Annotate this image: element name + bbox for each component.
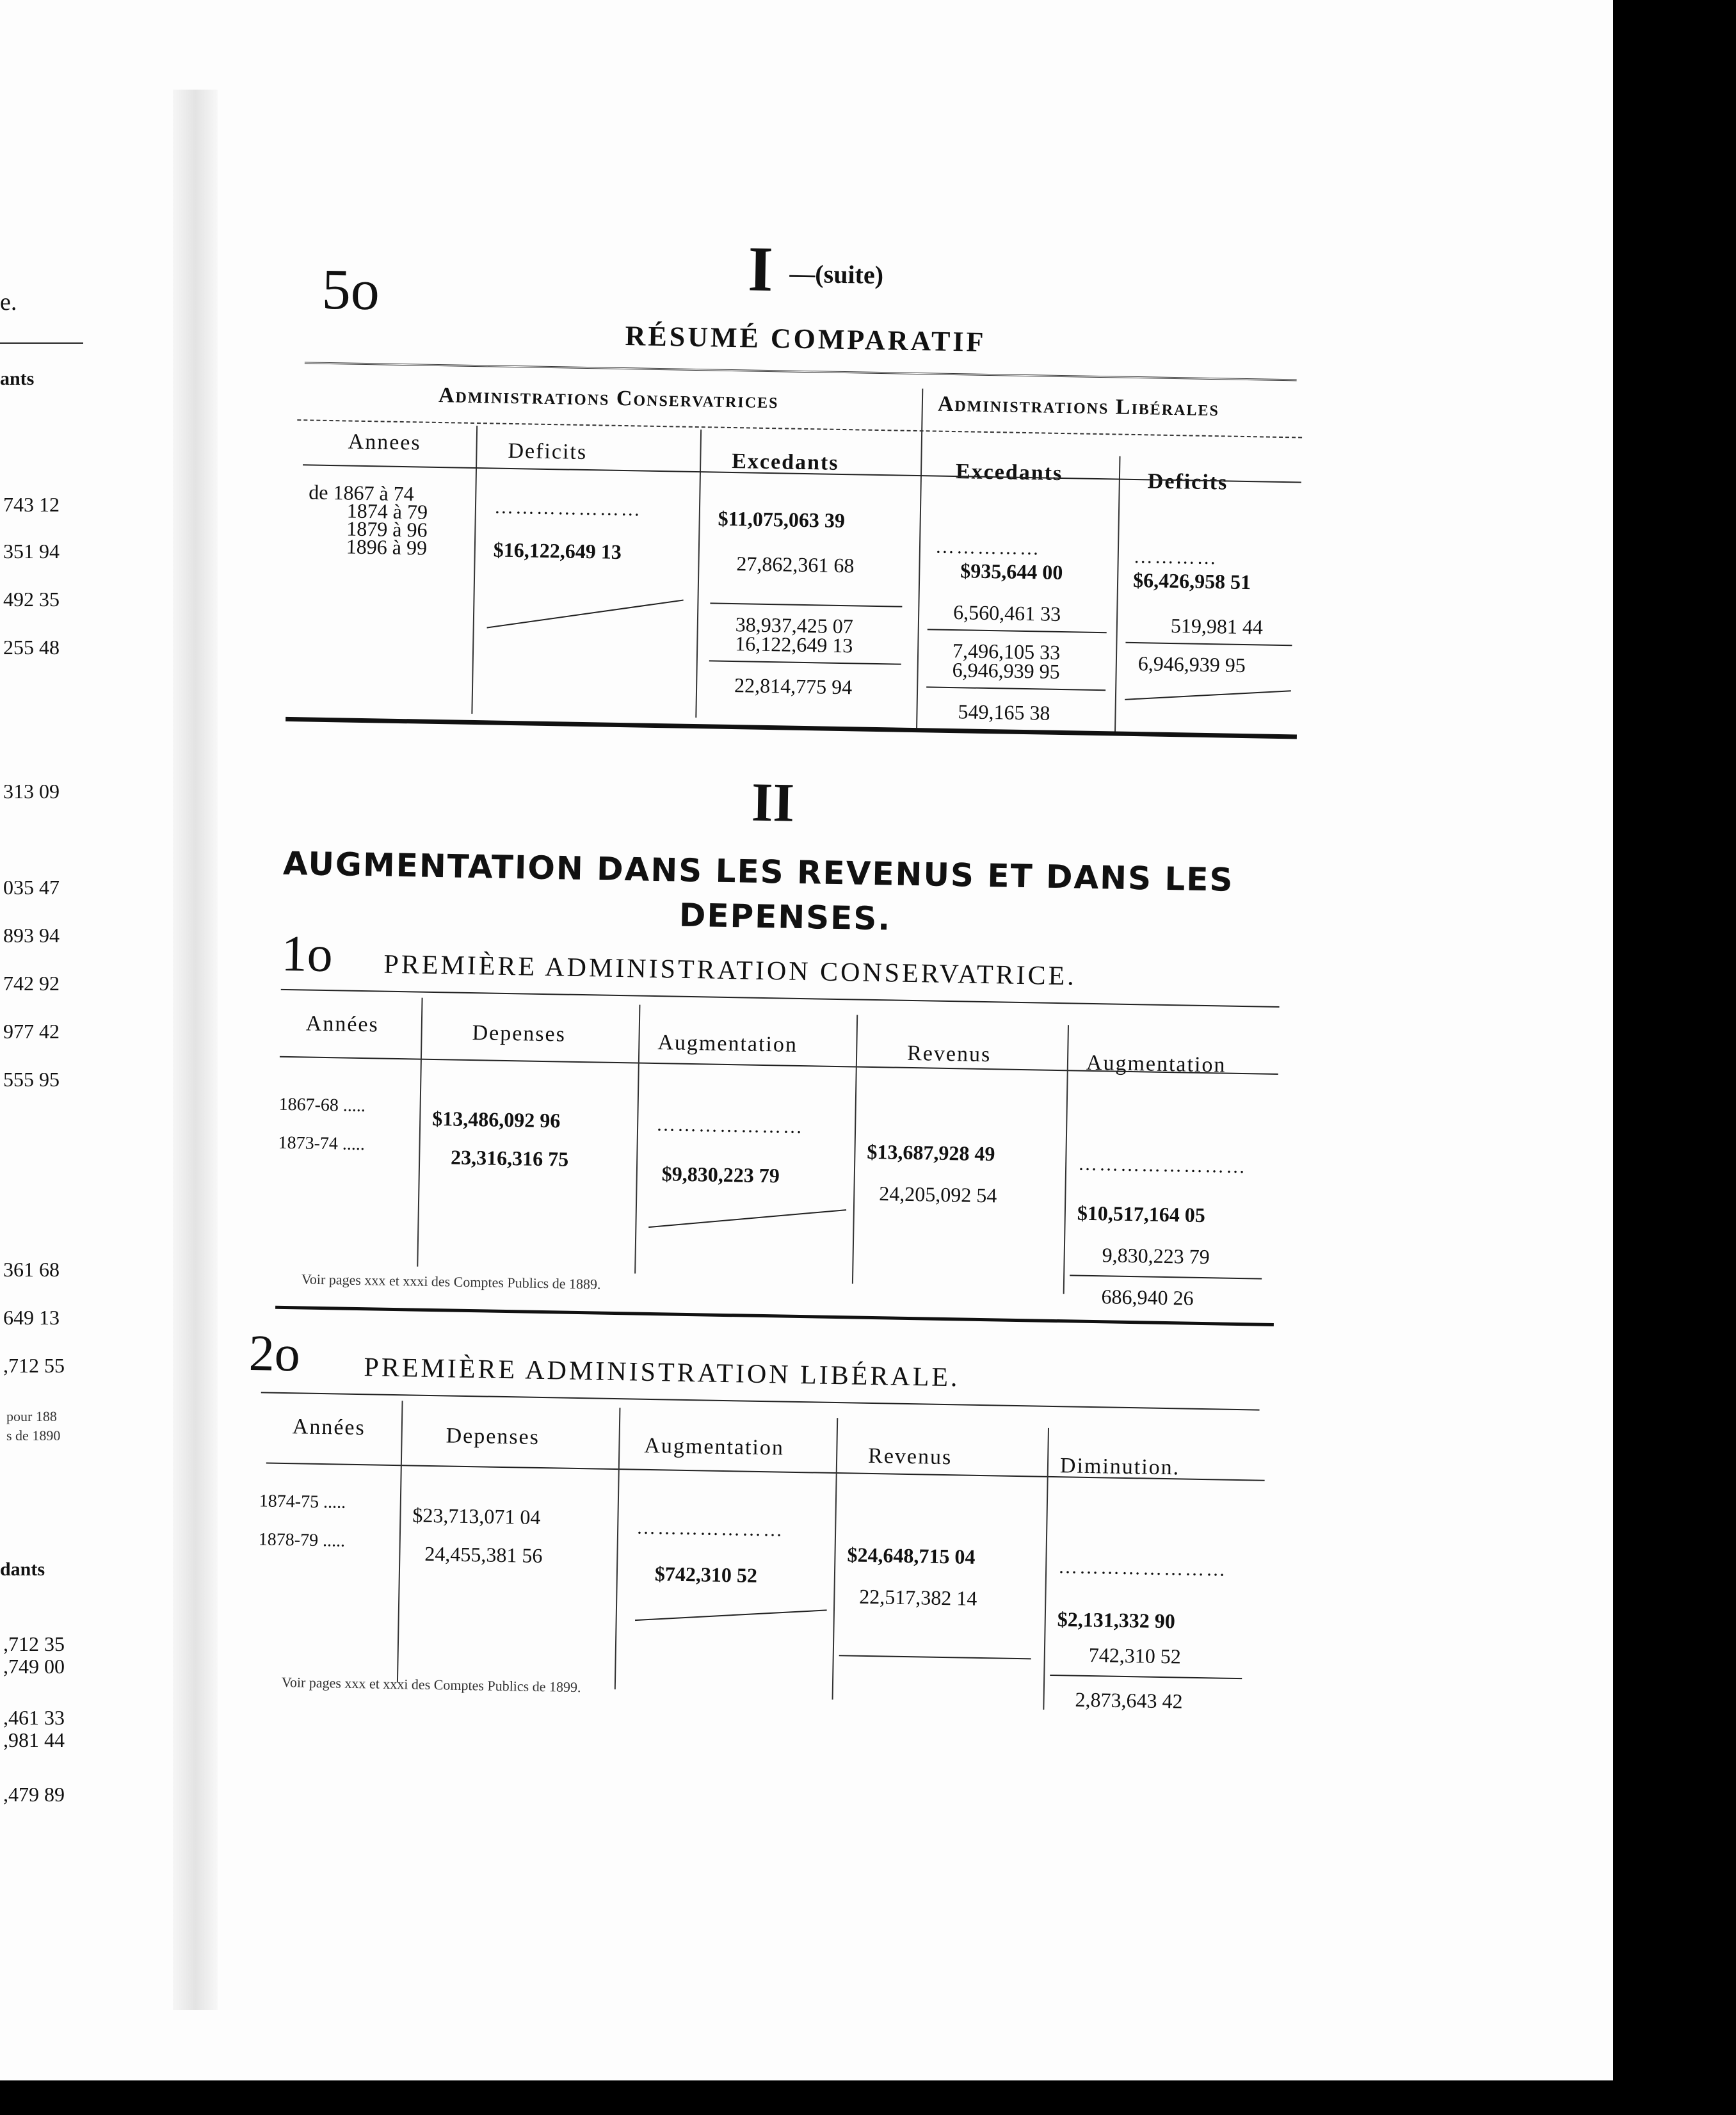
lib-sum: 7,496,105 33 bbox=[952, 639, 1061, 664]
cons-sum: 16,122,649 13 bbox=[735, 632, 853, 657]
t2-header-augmentation: Augmentation bbox=[644, 1433, 785, 1460]
lib-deficit-total: 6,946,939 95 bbox=[1137, 652, 1246, 677]
t1-revenu: 24,205,092 54 bbox=[879, 1182, 997, 1207]
t2-diminution: $2,131,332 90 bbox=[1057, 1607, 1176, 1633]
t2-col-divider bbox=[615, 1408, 621, 1689]
section2-title-line2: DEPENSES. bbox=[679, 896, 892, 938]
left-value-2: ,981 44 bbox=[3, 1728, 65, 1751]
book-gutter bbox=[173, 90, 218, 2010]
col-excedants: Excedants bbox=[731, 449, 839, 475]
left-value-2: ,712 35 bbox=[3, 1632, 65, 1655]
t2-aug-depense: $742,310 52 bbox=[654, 1562, 758, 1587]
left-value: 555 95 bbox=[3, 1068, 60, 1091]
left-value: 351 94 bbox=[3, 540, 60, 563]
t2-header-annees: Années bbox=[292, 1415, 366, 1440]
table2-top-rule bbox=[261, 1392, 1260, 1410]
left-page-fragment bbox=[0, 0, 192, 2112]
table2-number: 2o bbox=[248, 1325, 301, 1383]
table1-top-rule bbox=[281, 989, 1280, 1008]
left-value: 893 94 bbox=[3, 924, 60, 947]
lib-deficit: 519,981 44 bbox=[1170, 613, 1264, 639]
left-value: ,712 55 bbox=[3, 1354, 65, 1377]
t2-col-divider bbox=[1043, 1428, 1049, 1710]
left-value: 743 12 bbox=[3, 493, 60, 516]
t1-header-revenus: Revenus bbox=[906, 1041, 992, 1067]
period: 1879 à 96 bbox=[346, 517, 428, 542]
col-divider bbox=[1114, 456, 1121, 732]
t1-depense: 23,316,316 75 bbox=[450, 1145, 569, 1171]
left-value: 035 47 bbox=[3, 876, 60, 899]
t1-col-divider bbox=[634, 1005, 640, 1274]
t2-diminution-total: 2,873,643 42 bbox=[1075, 1687, 1183, 1713]
t2-col-divider bbox=[832, 1418, 839, 1700]
t1-col-divider bbox=[417, 998, 422, 1267]
t2-total-rule bbox=[1050, 1675, 1242, 1679]
lib-excedant: 6,560,461 33 bbox=[952, 600, 1061, 625]
left-value: 742 92 bbox=[3, 972, 60, 995]
left-top-char: e. bbox=[0, 289, 17, 316]
t1-year: 1873-74 ..... bbox=[278, 1132, 366, 1155]
section-title: RÉSUMÉ COMPARATIF bbox=[625, 320, 986, 358]
t2-col-divider bbox=[397, 1401, 403, 1682]
t2-year: 1874-75 ..... bbox=[259, 1491, 346, 1513]
dot-leader: ………………… bbox=[494, 496, 643, 520]
t2-header-depenses: Depenses bbox=[446, 1424, 540, 1449]
section-roman: I bbox=[747, 233, 774, 305]
left-value: 313 09 bbox=[3, 780, 60, 803]
lib-sum: 6,946,939 95 bbox=[952, 658, 1060, 683]
slash-line bbox=[1125, 690, 1291, 700]
left-header: ants bbox=[0, 368, 35, 389]
t1-header-annees: Années bbox=[305, 1011, 380, 1037]
dot-leader: ………………… bbox=[655, 1114, 805, 1138]
col-divider bbox=[471, 426, 478, 714]
period: 1874 à 79 bbox=[346, 499, 428, 524]
left-value: 649 13 bbox=[3, 1306, 60, 1329]
t1-aug-revenu: 9,830,223 79 bbox=[1102, 1243, 1210, 1269]
left-value: 977 42 bbox=[3, 1020, 60, 1043]
t2-rule bbox=[839, 1655, 1031, 1659]
left-value-2: ,479 89 bbox=[3, 1783, 65, 1806]
section-divider bbox=[285, 717, 1297, 739]
sum-rule bbox=[928, 629, 1107, 633]
right-page bbox=[248, 211, 1357, 1926]
t2-year: 1878-79 ..... bbox=[258, 1529, 346, 1551]
t1-total-rule bbox=[1070, 1275, 1262, 1279]
t1-aug-depense: $9,830,223 79 bbox=[661, 1162, 780, 1187]
t1-header-depenses: Depenses bbox=[472, 1021, 567, 1047]
dot-leader: …………………… bbox=[1057, 1556, 1228, 1580]
col-deficits: Deficits bbox=[508, 438, 588, 465]
t1-header-augmentation: Augmentation bbox=[657, 1031, 798, 1057]
lib-excedant: $935,644 00 bbox=[960, 559, 1063, 584]
sum-rule bbox=[1125, 642, 1292, 647]
slash-line bbox=[486, 599, 683, 628]
t2-depense: 24,455,381 56 bbox=[424, 1541, 543, 1568]
left-note: pour 188 bbox=[6, 1408, 57, 1424]
t1-depense: $13,486,092 96 bbox=[431, 1106, 561, 1132]
cons-sum: 38,937,425 07 bbox=[735, 613, 854, 638]
t1-year: 1867-68 ..... bbox=[278, 1094, 366, 1116]
col-excedants-lib: Excedants bbox=[955, 460, 1063, 486]
cons-excedant: $11,075,063 39 bbox=[718, 506, 846, 533]
col-annees: Annees bbox=[348, 430, 422, 455]
col-divider bbox=[695, 430, 702, 718]
col-deficits-lib: Deficits bbox=[1147, 469, 1228, 495]
left-value: 361 68 bbox=[3, 1258, 60, 1281]
t1-col-divider bbox=[852, 1015, 858, 1284]
title-rule bbox=[305, 362, 1297, 381]
lib-total: 549,165 38 bbox=[958, 700, 1050, 725]
t2-depense: $23,713,071 04 bbox=[412, 1503, 541, 1529]
t2-note: Voir pages xxx et xxxi des Comptes Publics de 1899. bbox=[281, 1674, 581, 1696]
t2-revenu: 22,517,382 14 bbox=[859, 1584, 977, 1610]
left-value-2: ,749 00 bbox=[3, 1655, 65, 1678]
left-note: s de 1890 bbox=[6, 1427, 61, 1444]
left-value: 492 35 bbox=[3, 588, 60, 611]
header-rule bbox=[297, 419, 1302, 438]
section-suite: —(suite) bbox=[789, 259, 884, 290]
total-rule bbox=[709, 660, 901, 664]
t1-aug-revenu-total: 686,940 26 bbox=[1101, 1285, 1194, 1310]
table2-title: PREMIÈRE ADMINISTRATION LIBÉRALE. bbox=[364, 1353, 960, 1393]
cons-total: 22,814,775 94 bbox=[734, 673, 853, 699]
left-value: 255 48 bbox=[3, 636, 60, 659]
group-divider bbox=[916, 389, 923, 728]
table1-number: 1o bbox=[280, 925, 334, 983]
sum-rule bbox=[710, 602, 902, 607]
slash-line bbox=[648, 1209, 846, 1228]
left-value-2: ,461 33 bbox=[3, 1706, 65, 1729]
t1-aug-revenu: $10,517,164 05 bbox=[1077, 1201, 1206, 1227]
dot-leader: …………………… bbox=[1077, 1153, 1248, 1178]
lib-deficit: $6,426,958 51 bbox=[1132, 568, 1251, 594]
t2-header-revenus: Revenus bbox=[867, 1444, 952, 1470]
t1-note: Voir pages xxx et xxxi des Comptes Publics de 1889. bbox=[301, 1271, 601, 1292]
left-header-2: dants bbox=[0, 1559, 45, 1580]
section-number: 5o bbox=[321, 257, 380, 323]
t1-col-divider bbox=[1063, 1025, 1069, 1294]
total-rule bbox=[926, 686, 1105, 691]
t1-revenu: $13,687,928 49 bbox=[867, 1139, 995, 1166]
period: de 1867 à 74 bbox=[309, 480, 415, 506]
t2-header-diminution: Diminution. bbox=[1059, 1454, 1180, 1480]
t1-header-augmentation2: Augmentation bbox=[1086, 1050, 1226, 1077]
lib-header: Administrations Libérales bbox=[937, 392, 1220, 421]
cons-header: Administrations Conservatrices bbox=[438, 383, 779, 414]
cons-excedant: 27,862,361 68 bbox=[736, 552, 855, 577]
section2-title-line1: AUGMENTATION DANS LES REVENUS ET DANS LES bbox=[282, 844, 1234, 899]
t2-revenu: $24,648,715 04 bbox=[847, 1543, 976, 1568]
dot-leader: ………………… bbox=[636, 1516, 785, 1541]
left-rule bbox=[0, 342, 83, 344]
table1-title: PREMIÈRE ADMINISTRATION CONSERVATRICE. bbox=[383, 949, 1077, 992]
t2-diminution: 742,310 52 bbox=[1088, 1643, 1182, 1668]
dot-leader: ………… bbox=[1133, 545, 1219, 569]
section2-roman: II bbox=[751, 771, 795, 833]
period: 1896 à 99 bbox=[346, 535, 428, 559]
slash-line bbox=[635, 1609, 827, 1621]
dot-leader: …………… bbox=[935, 536, 1041, 559]
cons-deficit: $16,122,649 13 bbox=[493, 538, 622, 563]
